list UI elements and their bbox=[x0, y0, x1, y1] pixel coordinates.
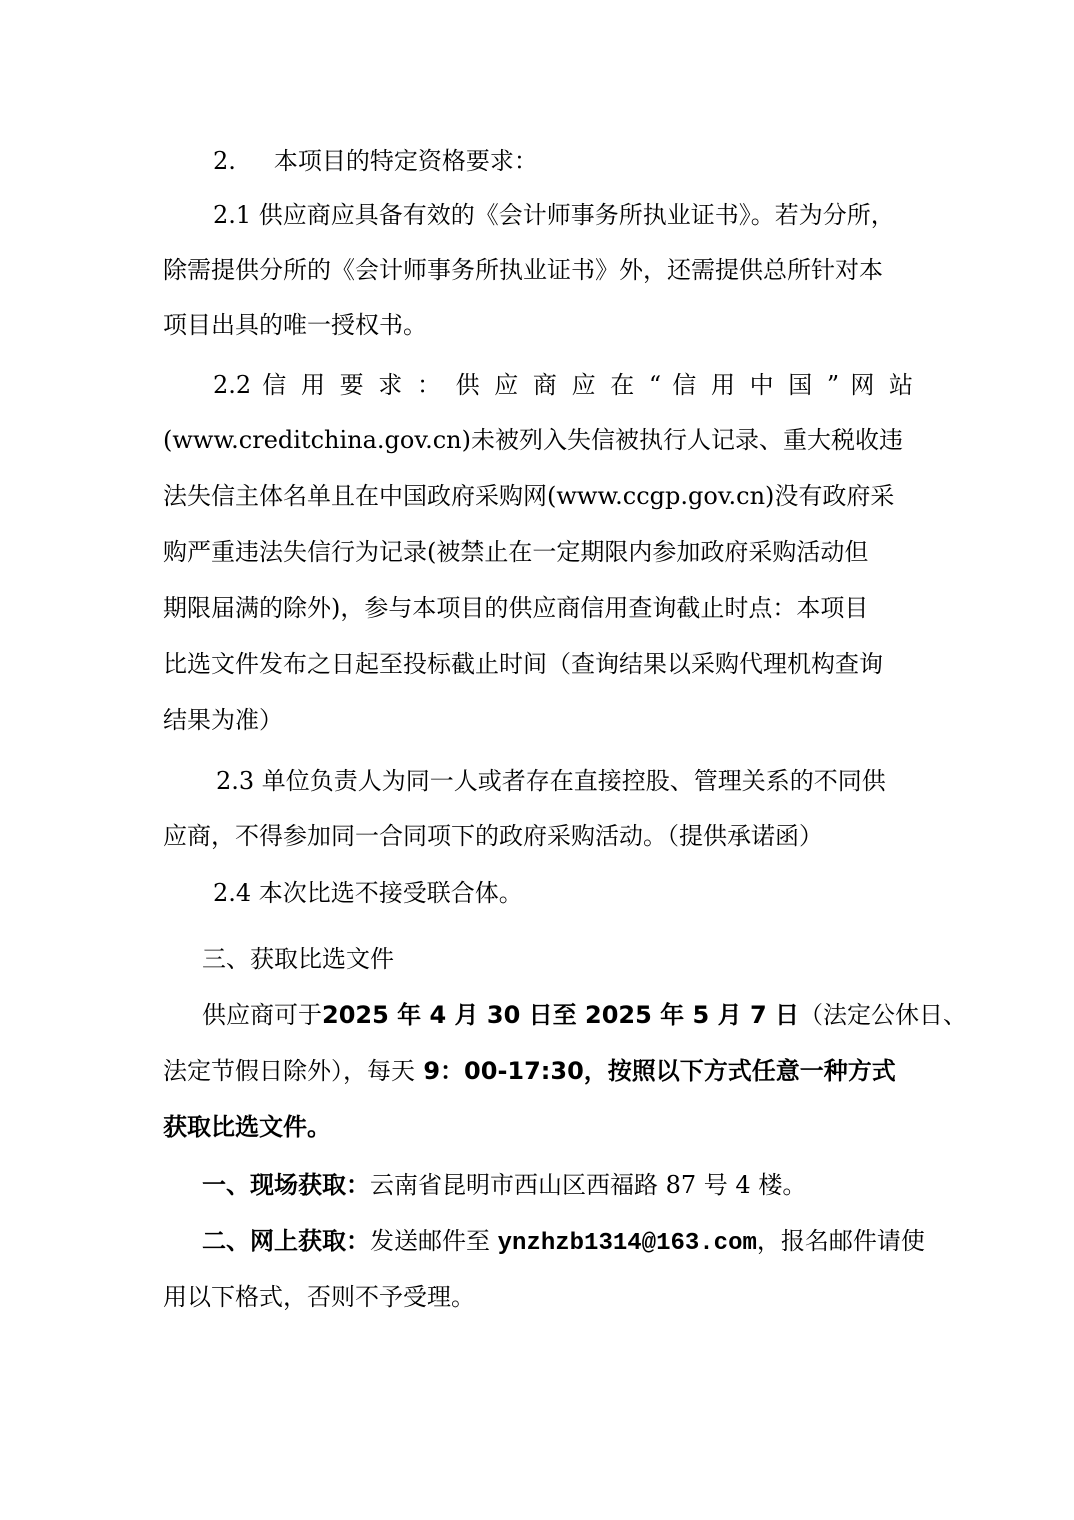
online-label: 二、网上获取： bbox=[202, 1227, 370, 1255]
item-2-2-line5: 期限届满的除外)，参与本项目的供应商信用查询截止时点：本项目 bbox=[163, 594, 869, 622]
acquire-suffix: （法定公休日、 bbox=[799, 1001, 967, 1029]
section-3-heading: 三、获取比选文件 bbox=[202, 945, 394, 973]
item-2-3-line1: 2.3 单位负责人为同一人或者存在直接控股、管理关系的不同供 bbox=[216, 767, 886, 795]
email-link[interactable]: ynzhzb1314@163.com bbox=[497, 1230, 757, 1257]
acquire-line2 bbox=[163, 1056, 915, 1086]
heading-number: 2. bbox=[213, 147, 236, 175]
item-2-2-line3: 法失信主体名单且在中国政府采购网(www.ccgp.gov.cn)没有政府采 bbox=[163, 482, 895, 510]
onsite-acquire bbox=[202, 1170, 954, 1200]
heading-text: 本项目的特定资格要求： bbox=[273, 147, 538, 175]
item-2-4: 2.4 本次比选不接受联合体。 bbox=[213, 879, 523, 907]
online-acquire-line2: 用以下格式，否则不予受理。 bbox=[163, 1283, 475, 1311]
online-text-2: ，报名邮件请使 bbox=[756, 1227, 925, 1255]
item-2-1-line1: 2.1 供应商应具备有效的《会计师事务所执业证书》。若为分所， bbox=[213, 201, 895, 229]
onsite-address: 云南省昆明市西山区西福路 87 号 4 楼。 bbox=[370, 1171, 807, 1199]
acquire-holiday-note: 法定节假日除外），每天 bbox=[163, 1057, 415, 1085]
section-2-heading bbox=[213, 146, 965, 176]
item-2-1-line3: 项目出具的唯一授权书。 bbox=[163, 311, 427, 339]
online-acquire-line1 bbox=[202, 1226, 954, 1259]
item-2-1-line2: 除需提供分所的《会计师事务所执业证书》外，还需提供总所针对本 bbox=[163, 256, 883, 284]
onsite-label: 一、现场获取： bbox=[202, 1171, 370, 1199]
online-text: 发送邮件至 bbox=[370, 1227, 498, 1255]
acquire-prefix: 供应商可于 bbox=[202, 1001, 322, 1029]
acquire-dates: 2025 年 4 月 30 日至 2025 年 5 月 7 日 bbox=[322, 1001, 799, 1029]
item-2-2-line1: 2.2 信 用 要 求 ： 供 应 商 应 在 “ 信 用 中 国 ” 网 站 bbox=[213, 371, 913, 399]
acquire-line3: 获取比选文件。 bbox=[163, 1113, 331, 1141]
item-2-2-line7: 结果为准） bbox=[163, 706, 283, 734]
acquire-hours: 9：00-17:30，按照以下方式任意一种方式 bbox=[415, 1057, 896, 1085]
item-2-2-line2: (www.creditchina.gov.cn)未被列入失信被执行人记录、重大税收违 bbox=[163, 426, 903, 454]
item-2-2-line4: 购严重违法失信行为记录(被禁止在一定期限内参加政府采购活动但 bbox=[163, 538, 869, 566]
item-2-3-line2: 应商，不得参加同一合同项下的政府采购活动。（提供承诺函） bbox=[163, 822, 823, 850]
acquire-line1 bbox=[202, 1000, 967, 1030]
item-2-2-line6: 比选文件发布之日起至投标截止时间（查询结果以采购代理机构查询 bbox=[163, 650, 883, 678]
